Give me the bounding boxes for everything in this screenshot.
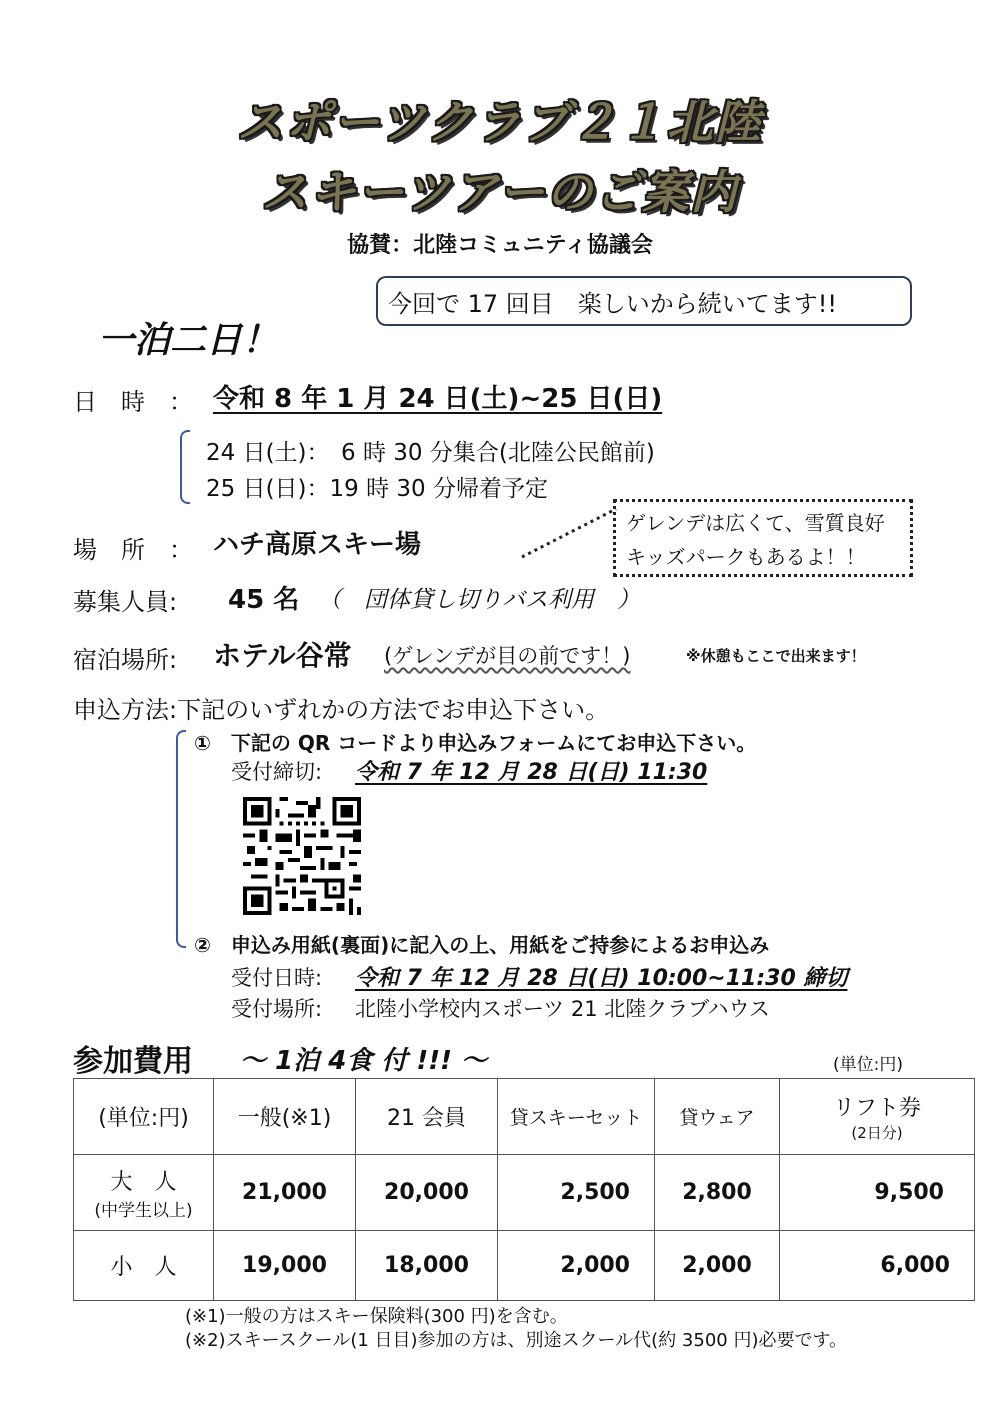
adult-general-fee: 21,000 — [214, 1155, 356, 1231]
header-member: 21 会員 — [356, 1079, 498, 1155]
place-value: ハチ高原スキー場 — [213, 530, 422, 560]
row-label: 大 人 — [110, 1169, 177, 1195]
row-sublabel: (中学生以上) — [94, 1200, 193, 1221]
header-general: 一般(※1) — [214, 1079, 356, 1155]
callout-17th: 今回で 17 回目 楽しいから続いてます!! — [376, 276, 912, 326]
step-2-time-label: 受付日時: — [231, 966, 323, 990]
lodging-note: (ゲレンデが目の前です！) — [384, 644, 631, 668]
adult-wear-rental-fee: 2,800 — [655, 1155, 780, 1231]
table-row — [74, 1231, 975, 1301]
adult-member-fee: 20,000 — [356, 1155, 498, 1231]
step-1-title: ① 下記の QR コードより申込みフォームにてお申込下さい。 — [194, 731, 757, 755]
header-lift-ticket-days: (2日分) — [851, 1123, 903, 1142]
slope-note-line-1: ゲレンデは広くて、雪質良好 — [626, 511, 885, 535]
adult-ski-rental-fee: 2,500 — [498, 1155, 655, 1231]
title-line-2: スキーツアーのご案内 — [261, 165, 739, 219]
header-ski-rental: 貸スキーセット — [498, 1079, 655, 1155]
date-detail-2: 25 日(日)：19 時 30 分帰着予定 — [206, 476, 548, 502]
fees-unit: (単位:円) — [833, 1055, 903, 1075]
fee-note-2: (※2)スキースクール(1 日目)参加の方は、別途スクール代(約 3500 円)必要です。 — [185, 1330, 848, 1351]
fee-table — [73, 1078, 975, 1301]
fee-header-row — [74, 1079, 975, 1155]
step-1-deadline-label: 受付締切: — [231, 760, 323, 784]
step-2-title: ② 申込み用紙(裏面)に記入の上、用紙をご持参によるお申込み — [194, 933, 770, 957]
fees-subheading: ～ 1泊 4食 付 !!! ～ — [240, 1046, 488, 1076]
duration-heading: 一泊二日！ — [98, 320, 279, 361]
lodging-label: 宿泊場所: — [73, 646, 178, 674]
header-lift-ticket — [780, 1079, 975, 1155]
date-value: 令和 8 年 1 月 24 日(土)~25 日(日) — [213, 384, 663, 414]
table-row — [74, 1155, 975, 1231]
step-1-deadline: 令和 7 年 12 月 28 日(日) 11:30 — [355, 760, 708, 785]
qr-code-icon[interactable] — [243, 797, 361, 915]
capacity-note: （ 団体貸し切りバス利用 ） — [318, 587, 640, 613]
capacity-label: 募集人員: — [73, 588, 178, 616]
capacity-value: 45 名 — [228, 585, 300, 615]
rest-note: ※休憩もここで出来ます！ — [686, 647, 866, 665]
callout-pointer — [520, 505, 620, 560]
date-detail-1: 24 日(土)： 6 時 30 分集合(北陸公民館前) — [206, 440, 655, 466]
fees-heading: 参加費用 — [73, 1044, 193, 1079]
place-label: 場 所 ： — [73, 536, 193, 564]
header-wear-rental: 貸ウェア — [655, 1079, 780, 1155]
date-bracket — [180, 430, 190, 504]
sponsor: 協賛：北陸コミュニティ協議会 — [347, 233, 653, 258]
step-2-place-label: 受付場所: — [231, 997, 323, 1021]
row-label-adult — [74, 1155, 214, 1231]
slope-note-box — [613, 499, 913, 577]
fee-note-1: (※1)一般の方はスキー保険料(300 円)を含む。 — [185, 1306, 568, 1327]
child-wear-rental-fee: 2,000 — [655, 1231, 780, 1301]
child-general-fee: 19,000 — [214, 1231, 356, 1301]
adult-lift-fee: 9,500 — [780, 1155, 975, 1231]
title-line-1: スポーツクラブ２１北陸 — [237, 95, 763, 149]
date-label: 日 時 ： — [73, 388, 193, 416]
apply-bracket — [176, 730, 186, 948]
step-2-time: 令和 7 年 12 月 28 日(日) 10:00~11:30 締切 — [355, 966, 848, 991]
step-2-place: 北陸小学校内スポーツ 21 北陸クラブハウス — [355, 997, 770, 1021]
child-ski-rental-fee: 2,000 — [498, 1231, 655, 1301]
lodging-value: ホテル谷常 — [213, 639, 352, 672]
row-label-child: 小 人 — [74, 1231, 214, 1301]
header-unit: (単位:円) — [74, 1079, 214, 1155]
slope-note-line-2: キッズパークもあるよ！！ — [626, 545, 866, 569]
child-lift-fee: 6,000 — [780, 1231, 975, 1301]
apply-label: 申込方法:下記のいずれかの方法でお申込下さい。 — [73, 696, 610, 724]
header-lift-ticket-label: リフト券 — [832, 1095, 921, 1121]
child-member-fee: 18,000 — [356, 1231, 498, 1301]
